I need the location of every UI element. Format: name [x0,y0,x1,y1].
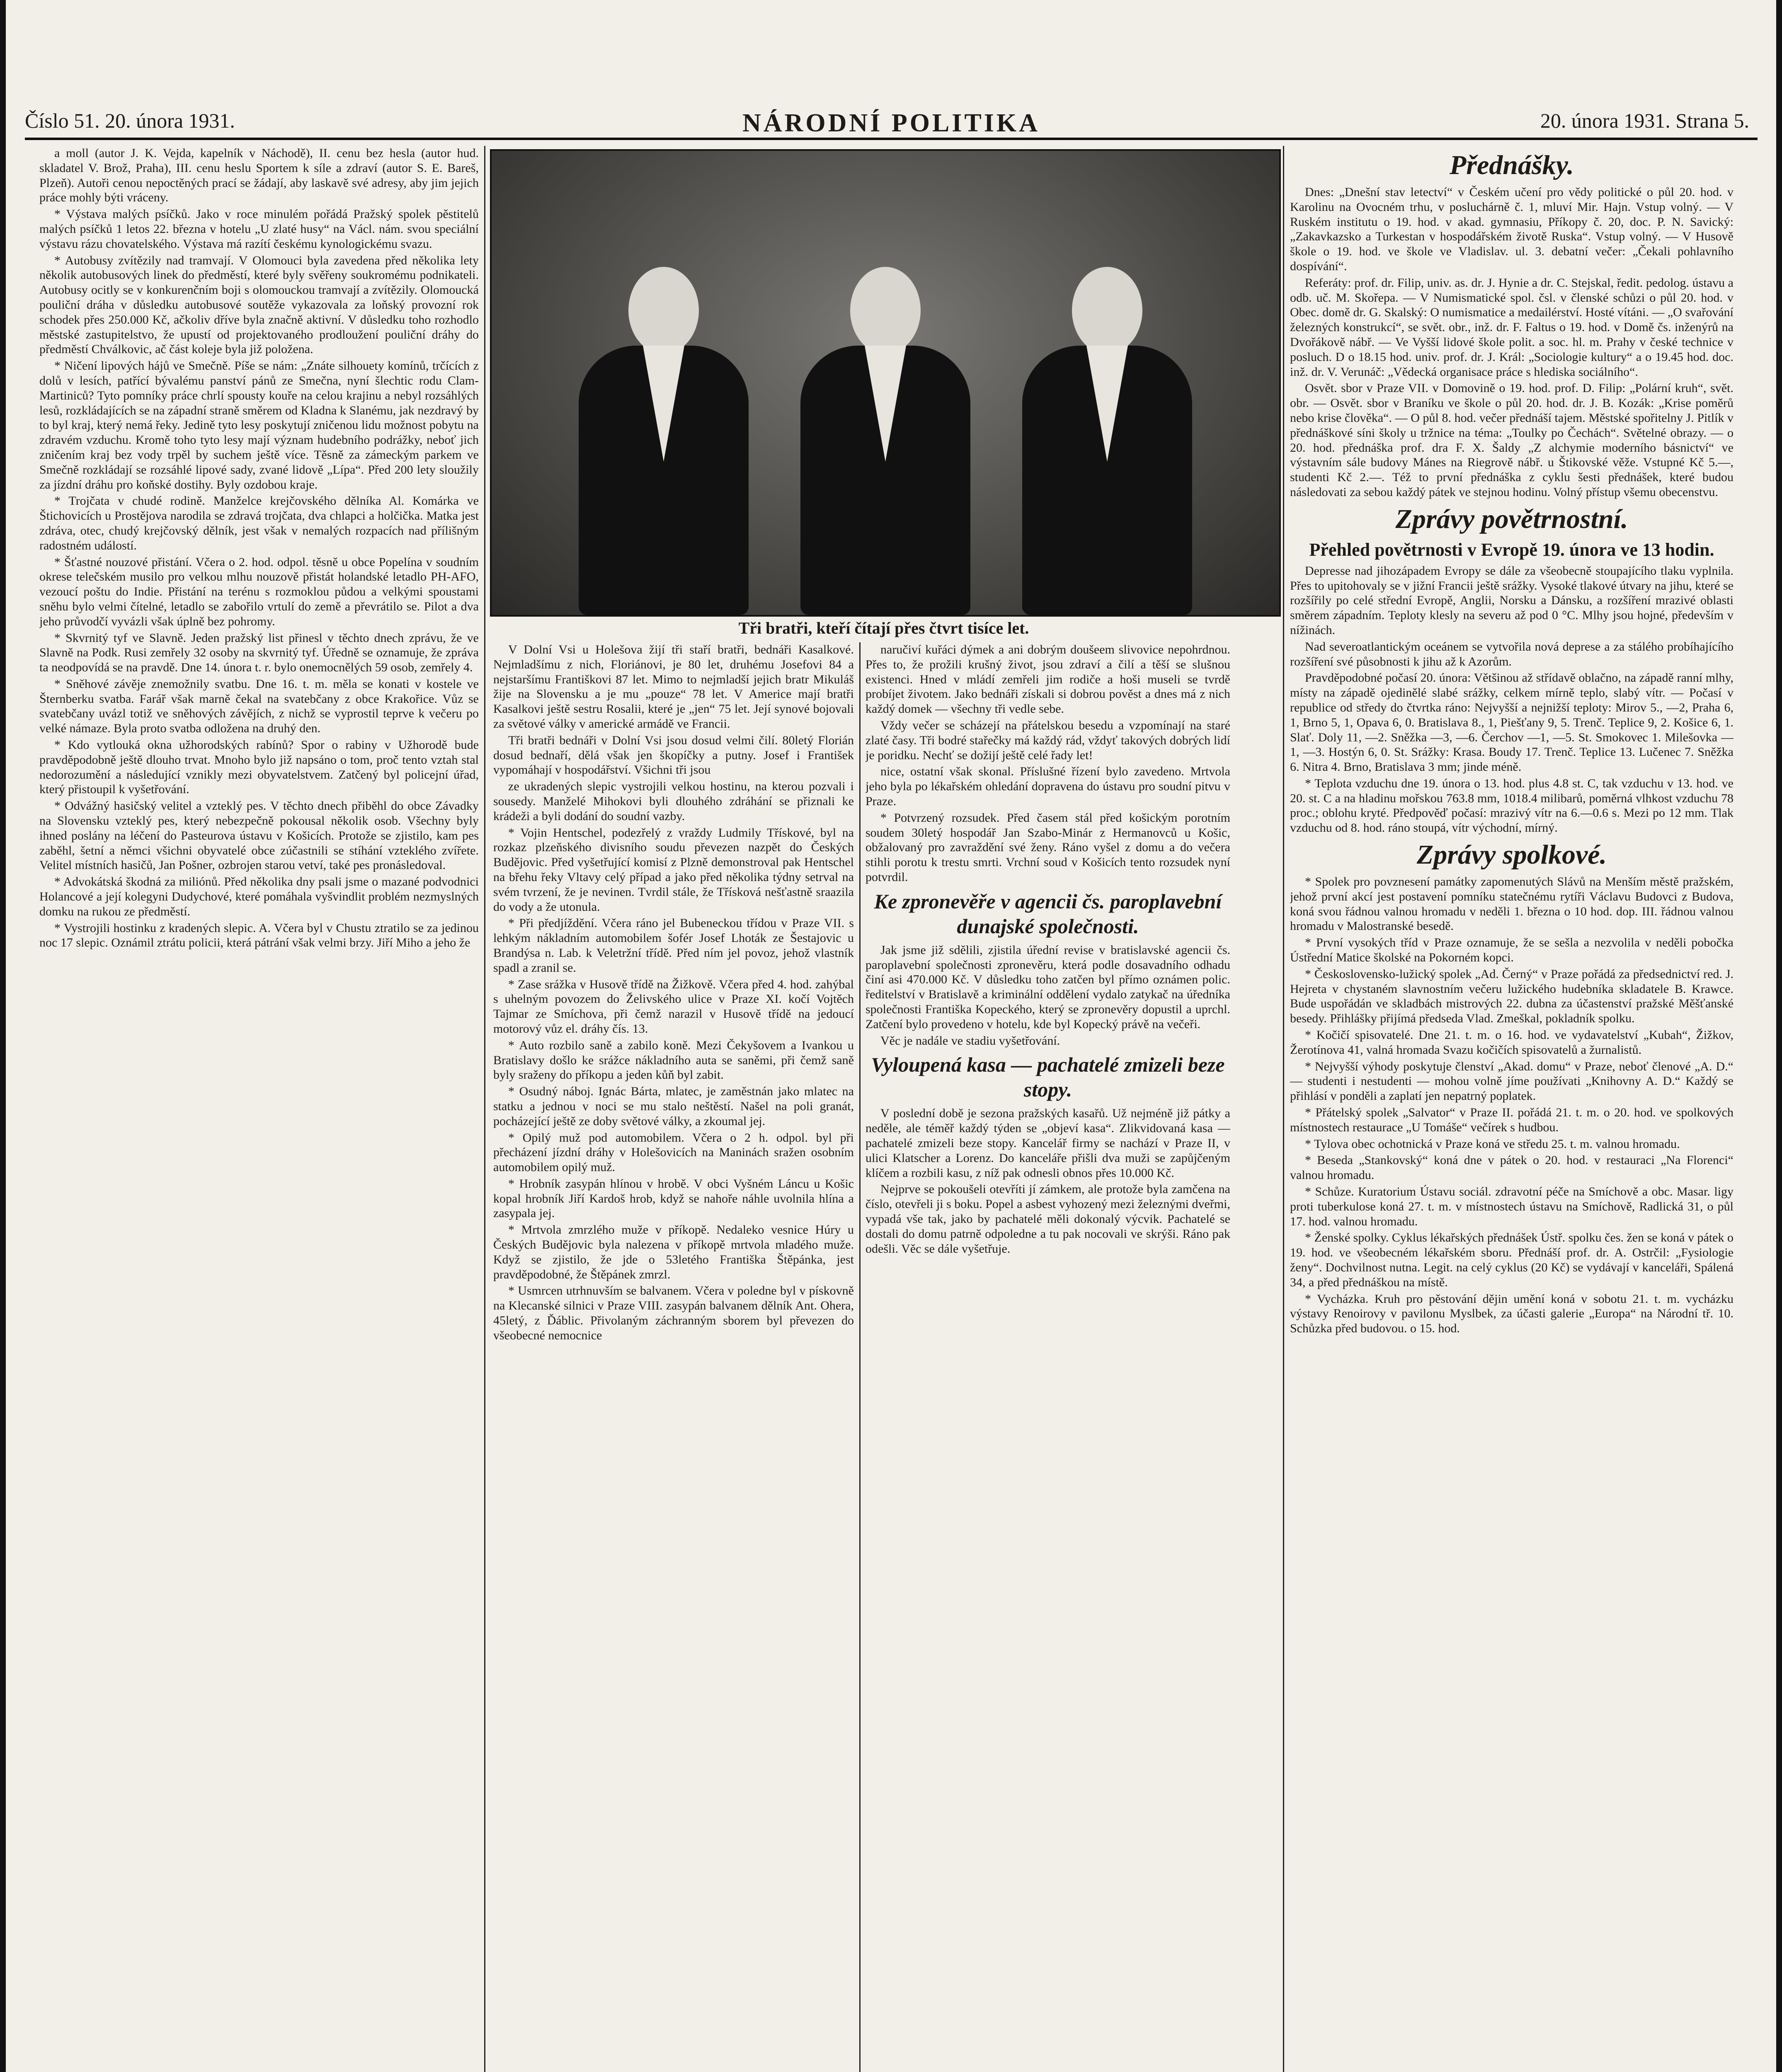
issue-number: Číslo 51. 20. února 1931. [25,109,235,132]
column-divider [1283,146,1284,2072]
news-item: * Výstava malých psíčků. Jako v roce minulém pořádá Pražský spolek pěstitelů malých psíčků 1 letos 22. března v hotelu „U zlaté husy“ na Václ. nám. svou speciální výstavu rázu chovatelského. Výstava má razítí českému kynologickému svazu. [39,207,479,251]
column-1 [39,146,479,2072]
association-item: * Tylova obec ochotnická v Praze koná ve středu 25. t. m. valnou hromadu. [1305,1137,1680,1151]
association-item: * Přátelský spolek „Salvator“ v Praze II. pořádá 21. t. m. o 20. hod. ve spolkových místnostech restaurace „U Tomáše“ večírek s hudbou. [1290,1106,1734,1134]
news-item: nice, ostatní však skonal. Příslušné řízení bylo zavedeno. Mrtvola jeho byla po lékařském ohledání dopravena do ústavu pro soudní pitvu v Praze. [866,765,1230,808]
news-item: * Usmrcen utrhnuvším se balvanem. Včera v poledne byl v pískovně na Klecanské silnici v Praze VIII. zasypán balvanem dělník Ant. Ohera, 45letý, z Ďáblic. Přivolaným záchranným sborem byl převezen do všeobecné nemocnice [493,1284,854,1342]
weather-paragraph: Pravděpodobné počasí 20. února: Většinou až střídavě oblačno, na západě ranní mlhy, místy na západě ojedinělé slabé srážky, celkem mírně teplo, slabý vítr. — Počasí v republice od středy do čtvrtka ráno: Nejvyšší a nejnižší teploty: Mirov 5., —2, Praha 6, 1, Brno 5, 1, Opava 6, 0. Bratislava 8., 1, Piešťany 9, 5. Trenč. Teplice 9, 2. Košice 6, 1. Slať. Doly 11, —2. Sněžka —3, —6. Čerchov —1, —5. St. Smokovec 1. Milešovka —1, —3. Hostýn 6, 0. St. Srážky: Krasa. Boudy 17. Trenč. Teplice 13. Lučenec 7. Sněžka 6. Nitra 4. Brno, Bratislava 3 mm; jinde méně. [1290,671,1734,774]
news-item: * Opilý muž pod automobilem. Včera o 2 h. odpol. byl při přecházení jízdní dráhy v Holešovicích na Maninách sražen osobním automobilem opilý muž. [493,1130,854,1174]
news-item: * Hrobník zasypán hlínou v hrobě. V obci Vyšném Láncu u Košic kopal hrobník Jiří Kardoš hrob, když se nahoře náhle uvolnila hlína a zasypala jej. [493,1176,854,1220]
association-item: * Vycházka. Kruh pro pěstování dějin umění koná v sobotu 21. t. m. vycházku výstavy Renoirovy v pavilonu Myslbek, za účasti galerie „Europa“ na Národní tř. 10. Schůzka před budovou. o 15. hod. [1290,1292,1734,1336]
news-item: Tři bratři bednáři v Dolní Vsi jsou dosud velmi čilí. 80letý Florián dosud bednaří, dělá však jen škopíčky a putny. Josef i František vypomáhají v hospodářství. Všichni tři jsou [493,733,854,777]
news-item: * Při předjíždění. Včera ráno jel Bubeneckou třídou v Praze VII. s lehkým nákladním automobilem šofér Josef Lhoták ze Šestajovic u Brandýsa n. Lab. k Veletržní třídě. Před ním jel povoz, jehož vlastník spadl a zranil se. [493,916,854,975]
association-item: * Nejvyšší výhody poskytuje členství „Akad. domu“ v Praze, neboť členové „A. D.“ — studenti i nestudenti — mohou volně jíme používati „Knihovny A. D.“ Každý se přihlásí v ponděli a zaplatí jen nepatrný poplatek. [1290,1059,1734,1103]
news-item: * Zase srážka v Husově třídě na Žižkově. Včera před 4. hod. zahýbal s uhelným povozem do Želivského ulice v Praze XI. kočí Vojtěch Tajmar ze Smíchova, při čemž narazil v Husově třídě na jedoucí motorový vůz el. dráhy čís. 13. [493,977,854,1036]
column-4 [1290,146,1734,2072]
masthead [8,109,1774,138]
news-item: a moll (autor J. K. Vejda, kapelník v Náchodě), II. cenu bez hesla (autor hud. skladatel V. Brož, Praha), III. cenu heslu Sportem k síle a zdraví (autor S. E. Bareš, Plzeň). Autoři cenou nepoctěných prací se žádají, aby laskavě své adresy, aby jim jejich práce mohly býti vráceny. [39,146,479,205]
weather-subheading: Přehled povětrnosti v Evropě 19. února ve 13 hodin. [1309,539,1714,560]
news-item: * Autobusy zvítězily nad tramvají. V Olomouci byla zavedena před několika lety několik autobusových linek do předměstí, které byly svěřeny soukromému podnikateli. Autobusy ocitly se v konkurenčním boji s olomouckou tramvají a zvítězily. Olomoucká pouliční dráha v důsledku autobusové soutěže vykazovala za loňský provozní rok schodek přes 250.000 Kč, ačkoliv dříve byla značně aktivní. V důsledku toho rozhodlo městské zastupitelstvo, že upustí od projektovaného prodloužení pouliční dráhy do předměstí Chválkovic, ač část koleje byla již položena. [39,253,479,356]
news-item: * Kdo vytlouká okna užhorodských rabínů? Spor o rabiny v Užhorodě bude pravděpodobně ještě dlouho trvat. Mnoho bylo již napsáno o tom, proč tento vztah stal nedorozumění a následující vznikly mezi obyvatelstvem. Zatčený byl policejní úřad, který přistoupil k vyšetřování. [39,738,479,796]
section-heading-lectures: Přednášky. [1449,150,1574,180]
association-item: * Schůze. Kuratorium Ústavu sociál. zdravotní péče na Smíchově a obc. Masar. ligy proti tuberkulose koná 27. t. m. v místnostech ústavu na Smíchově, Radlická 31, o půl 17. hod. valnou hromadu. [1290,1185,1734,1228]
news-item: * Osudný náboj. Ignác Bárta, mlatec, je zaměstnán jako mlatec na statku a jednou v noci se mu stalo neštěstí. Našel na poli granát, pocházející ještě ze doby světové války, a zkoumal jej. [493,1084,854,1128]
section-heading-weather: Zprávy povětrnostní. [1395,503,1628,534]
article-paragraph: Nejprve se pokoušeli otevříti jí zámkem, ale protože byla zamčena na číslo, otevřeli ji s boku. Popel a asbest vyhozený mezi železnými dveřmi, vypadá vše tak, jako by pachatelé měli dokonalý výcvik. Pachatelé se dostali do domu patrně odpoledne a tu pak nocovali ve skrýši. Ráno pak odešli. Věc se dále vyšetřuje. [866,1182,1230,1256]
article-paragraph: Věc je nadále ve stadiu vyšetřování. [880,1034,1060,1048]
news-item: ze ukradených slepic vystrojili velkou hostinu, na kterou pozvali i sousedy. Manželé Mihokovi byli dlouhého zdráhání se přiznali ke krádeži a byli dodání do soudní vazby. [493,779,854,823]
news-item: * Odvážný hasičský velitel a vzteklý pes. V těchto dnech přiběhl do obce Závadky na Slovensku vzteklý pes, který nebezpečně pokousal několik osob. Všechny byly ihned poslány na léčení do Pasteurova ústavu v Košicích. Protože se zjistilo, kam pes zaběhl, šetní a němci všichni obyvatelé obce zúčastnili se stíhání vzteklého zvířete. Velitel místních hasičů, Jan Pošner, ozbrojen starou vetví, také pes pronásledoval. [39,799,479,872]
weather-paragraph: Depresse nad jihozápadem Evropy se dále za všeobecně stoupajícího tlaku vyplnila. Přes to upitohovaly se v jižní Francii ještě srážky. Vysoké tlakové útvary na jihu, které se rozšířily po celé střední Evropě, Anglii, Norsku a Dánsku, a rozšíření mrazivé oblasti směrem západním. Teploty klesly na severu až pod 0 °C. Mlhy jsou hojné, především v nížinách. [1290,564,1734,637]
association-item: * Beseda „Stankovský“ koná dne v pátek o 20. hod. v restauraci „Na Florenci“ valnou hromadu. [1290,1153,1734,1182]
weather-paragraph: * Teplota vzduchu dne 19. února o 13. hod. plus 4.8 st. C, tak vzduchu v 13. hod. ve 20. st. C a na hladinu mořskou 763.8 mm, 1018.4 milibarů, poměrná vlhkost vzduchu 78 proc.; oblohu kryté. Předpověď počasí: mrazivý vítr na 6.—0.6 s. Mezi po 12 mm. Tlak vzduchu od 8. hod. ráno stoupá, vítr východní, mírný. [1290,776,1734,835]
section-heading-associations: Zprávy spolkové. [1416,840,1607,870]
photo-caption: Tři bratři, kteří čítají přes čtvrt tisíce let. [738,619,1029,637]
news-item: * Vystrojili hostinku z kradených slepic. A. Včera byl v Chustu ztratilo se za jedinou noc 17 slepic. Oznámil ztrátu policii, která pátrání však velmi brzy. Jiří Miho a jeho že [39,921,479,950]
article-paragraph: Vždy večer se scházejí na přátelskou besedu a vzpomínají na staré zlaté časy. Tři bodré stařečky má každý rád, vždyť takových dobrých lidí je poridku. Nechť se dožijí ještě celé řady let! [866,718,1230,762]
weather-paragraph: Nad severoatlantickým oceánem se vytvořila nová deprese a za stálého probíhajícího rozšíření své působnosti k jihu až k Azorům. [1290,639,1734,668]
news-item: * Mrtvola zmrzlého muže v příkopě. Nedaleko vesnice Húry u Českých Budějovic byla nalezena v příkopě mrtvola mladého muže. Když se zjistilo, že jde o 53letého Františka Štěpánka, jest pravděpodobné, že Štěpánek zmrzl. [493,1223,854,1281]
news-item: * Skvrnitý tyf ve Slavně. Jeden pražský list přinesl v těchto dnech zprávu, že ve Slavně na Podk. Rusi zemřely 32 osoby na skvrnitý tyf. Úředně se oznamuje, že zpráva ta neodpovídá se na pravdě. Dne 14. února t. r. bylo onemocnělých 59 osob, zemřely 4. [39,631,479,675]
news-item: * Sněhové závěje znemožnily svatbu. Dne 16. t. m. měla se konati v kostele ve Šternberku svatba. Farář však marně čekal na svatebčany z obce Krakořice. Vůz se svatebčany uvázl totiž ve sněhových závějích, z nichž se vyprostil teprve k večeru po velké námaze. Byla proto svatba odložena na druhý den. [39,677,479,736]
column-3 [866,642,1230,2072]
news-item: * Auto rozbilo saně a zabilo koně. Mezi Čekyšovem a Ivankou u Bratislavy došlo ke srážce nákladního auta se saněmi, při čemž saně byly sraženy do příkopu a jeden kůň byl zabit. [493,1038,854,1082]
news-item: V Dolní Vsi u Holešova žijí tři staří bratři, bednáři Kasalkové. Nejmladšímu z nich, Floriánovi, je 80 let, druhému Josefovi 84 a nejstaršímu Františkovi 87 let. Mimo to nejmladší jejich bratr Mikuláš žije na Slovensku a je mu „pouze“ 78 let. V Americe mají bratři Kasalkovi ještě sestru Rosalii, které je „jen“ 75 let. Její synové bojovali za světové války v americké armádě ve Francii. [493,643,854,731]
news-item: * Vojin Hentschel, podezřelý z vraždy Ludmily Třískové, byl na rozkaz plzeňského divisního soudu převezen nazpět do Českých Budějovic. Před vyšetřující komisí z Plzně demonstroval pak Hentschel na břehu řeky Vltavy celý případ a jako před několika týdny setrval na svém tvrzení, že je nevinen. Tvrdil stále, že Třísková nešťastně sraazila do vody a že utonula. [493,825,854,914]
article-paragraph: Jak jsme již sdělili, zjistila úřední revise v bratislavské agencii čs. paroplavební společnosti zpronevěru, která podle dosavadního odhadu činí asi 470.000 Kč. V důsledku toho zatčen byl přímo oznámen polic. ředitelství v Bratislavě a kriminální oddělení vydalo zatykač na úředníka společnosti Františka Kopeckého, který se zpronevěry dopustil a uprchl. Zatčení bylo provedeno v hotelu, kde byl Kopecký právě na večeři. [866,943,1230,1031]
lecture-item: Referáty: prof. dr. Filip, univ. as. dr. J. Hynie a dr. C. Stejskal, ředit. pedolog. ústavu a odb. uč. M. Skořepa. — V Numismatické spol. čsl. v členské schůzi o půl 20. hod. v Obec. domě dr. G. Skalský: O numismatice a medailérství. Hosté vítáni. — „O svařování železných konstrukcí“, se svět. obr., inž. dr. F. Faltus o 19. hod. v Domě čs. inženýrů na Dvořákově nábř. — Ve Vyšší lidové škole polit. a soc. hl. m. Prahy v české technice v posluch. D o 18.15 hod. univ. prof. dr. J. Král: „Sociologie kultury“ a o 19.45 hod. doc. inž. dr. V. Verunáč: „Vědecká organisace práce s hlediska sociálního“. [1290,276,1734,379]
news-item: * Šťastné nouzové přistání. Včera o 2. hod. odpol. těsně u obce Popelína v soudním okrese telečském musilo pro velkou mlhu nouzově přistát holandské letadlo PH-AFO, vezoucí poštu do Indie. Přistání na terénu s rozmoklou půdou a velkými spoustami sněhu bylo velmi čítelné, letadlo se zabořilo vrtulí do země a převrátilo se. Pilot a dva jeho průvodčí vyvázli však úplně bez pohromy. [39,555,479,628]
lecture-item: Dnes: „Dnešní stav letectví“ v Českém učení pro vědy politické o půl 20. hod. v Karolinu na Ovocném trhu, v posluchárně č. 1, mluví Mir. Hajn. Vstup volný. — V Ruském institutu o 19. hod. v akad. gymnasiu, Příkopy č. 20, doc. P. N. Savický: „Zakavkazsko a Turkestan v hospodářském životě Ruska“. Vstup volný. — V Husově škole o 19. hod. ve škole ve Vladislav. ul. 3. debatní večer: „Čekali pohlavního dospívání“. [1290,185,1734,273]
article-paragraph: naručiví kuřáci dýmek a ani dobrým doušeem slivovice nepohrdnou. Přes to, že prožili krušný život, jsou zdraví a čilí a těší se slušnou existenci. Hned v mládí zemřeli jim rodiče a hoši museli se tvrdě probíjet životem. Jako bednáři získali si dobrou pověst a dnes má z nich každý domek — všechny tři vedle sebe. [866,643,1230,716]
lecture-item: Osvět. sbor v Praze VII. v Domovině o 19. hod. prof. D. Filip: „Polární kruh“, svět. obr. — Osvět. sbor v Braníku ve škole o půl 20. hod. dr. J. B. Kozák: „Krise poměrů nebo krise člověka“. — O půl 8. hod. večer přednáší tajem. Městské spořitelny J. Pitlík v přednáškové síni školy u tržnice na téma: „Toulky po Čechách“. Světelné obrazy. — o 20. hod. přednáška prof. dra F. X. Šaldy „Z alchymie moderního básnictví“ ve výstavním sále budovy Mánes na Riegrově nábř. u Štikovské věže. Vstupné Kč 5.—, studenti Kč 2.—. Též to první přednáška z cyklu šesti přednášek, které budou následovati za sebou každý pátek ve stejnou hodinu. Volný přístup všemu obecenstvu. [1290,381,1734,499]
association-item: * Ženské spolky. Cyklus lékařských přednášek Ústř. spolku čes. žen se koná v pátek o 19. hod. ve všeobecném lékařském sboru. Přednáší prof. dr. A. Ostrčil: „Fysiologie ženy“. Dochvilnost nutna. Legit. na celý cyklus (20 Kč) se vydávají v kanceláři, Spálená 34, a před přednáškou na místě. [1290,1231,1734,1289]
news-item: * Advokátská škodná za miliónů. Před několika dny psali jsme o mazané podvodnici Holancové a její kolegyni Dudychové, které pomáhala vyšvindlit problém nezmyslných domku na rukou ze předměstí. [39,875,479,918]
brother-figure [1010,242,1205,615]
column-divider [484,146,485,2072]
association-item: * Kočičí spisovatelé. Dne 21. t. m. o 16. hod. ve vydavatelství „Kubah“, Žižkov, Žerotínova 41, valná hromada Svazu kočičích spisovatelů a žurnalistů. [1290,1028,1734,1057]
three-brothers-photo [490,149,1281,617]
article-headline: Ke zpronevěře v agencii čs. paroplavební dunajské společnosti. [874,889,1222,938]
date-page: 20. února 1931. Strana 5. [1540,109,1749,132]
news-item: * Potvrzený rozsudek. Před časem stál před košickým porotním soudem 30letý hospodář Jan Szabo-Minár z Hermanovců u Košic, obžalovaný pro zavraždění své ženy. Ráno vyšel z domu a do večera stihli porotu k trestu smrti. Vrchní soud v Košicích tento rozsudek nyní potvrdil. [866,811,1230,884]
brother-figure [566,242,761,615]
association-item: * Československo-lužický spolek „Ad. Černý“ v Praze pořádá za předsednictví red. J. Hejreta v chystaném slavnostním večeru lužického hudebníka skladatele B. Krawce. Bude uspořádán ve skladbách mistrových 22. dubna za účastenství pražské Měšťanské besedy. Přihlášky přijímá předseda Vlad. Zmeškal, pokladník spolku. [1290,967,1734,1026]
column-divider [859,642,861,2072]
news-item: * Trojčata v chudé rodině. Manželce krejčovského dělníka Al. Komárka ve Štichovicích u Prostějova narodila se zdravá trojčata, dva chlapci a holčička. Matka jest zdráva, otec, chudý krejčovský dělník, jest však v nemalých rozpacích nad přílišným radostném událostí. [39,494,479,552]
brother-figure [788,242,983,615]
masthead-rule [25,138,1758,140]
association-item: * Spolek pro povznesení památky zapomenutých Slávů na Menším městě pražském, jehož první akcí jest postavení pomníku statečnému rytíři Václavu Budovci z Budova, koná svou řádnou valnou hromadu v neděli 1. března o 10 hod. dop. III. řádnou valnou hromadu v Malostranské besedě. [1290,875,1734,933]
newspaper-title: NÁRODNÍ POLITIKA [742,109,1040,137]
article-paragraph: V poslední době je sezona pražských kasařů. Už nejméně již pátky a neděle, ale téměř každý týden se „objeví kasa“. Zlikvidovaná kasa — pachatelé zmizeli beze stopy. Kancelář firmy se nachází v Praze II, v ulici Klatscher a Lorenz. Do kanceláře přišli dva muži se zapůjčeným klíčem a rozbili kasu, z níž pak odnesli obnos přes 10.000 Kč. [866,1106,1230,1180]
column-2 [493,642,854,2072]
association-item: * První vysokých tříd v Praze oznamuje, že se sešla a nezvolila v neděli pobočka Ústřední Matice školské na Pokorném kopci. [1290,936,1734,965]
article-headline: Vyloupená kasa — pachatelé zmizeli beze stopy. [871,1053,1225,1101]
news-item: * Ničení lipových hájů ve Smečně. Píše se nám: „Znáte silhouety komínů, trčících z dolů v lesích, patřící bývalému panství pánů ze Smečna, nyní šlechtic rodu Clam-Martiniců? Tyto pomníky práce chrlí spousty kouře na celou krajinu a nebyl rozsáhlých lesů, rozkládajících se na západní straně směrem od Kladna k Slanému, jak nezdravý by to byl kraj, který nemá řeky. Jedině tyto lesy poskytují zničenou lidu možnost pobytu na zdravém vzduchu. Kromě toho tyto lesy mají význam hudebního podrážky, neboť jich zničením kraj bez vody trpěl by suchem ještě více. Těsně za zámeckým parkem ve Smečně rozkládají se rozsáhlé lipové sady, zvané lidově „Lípa“. Před 200 lety sloužily za jízdní dráhu pro koňské dostihy. Byly ozdobou kraje. [39,359,479,491]
